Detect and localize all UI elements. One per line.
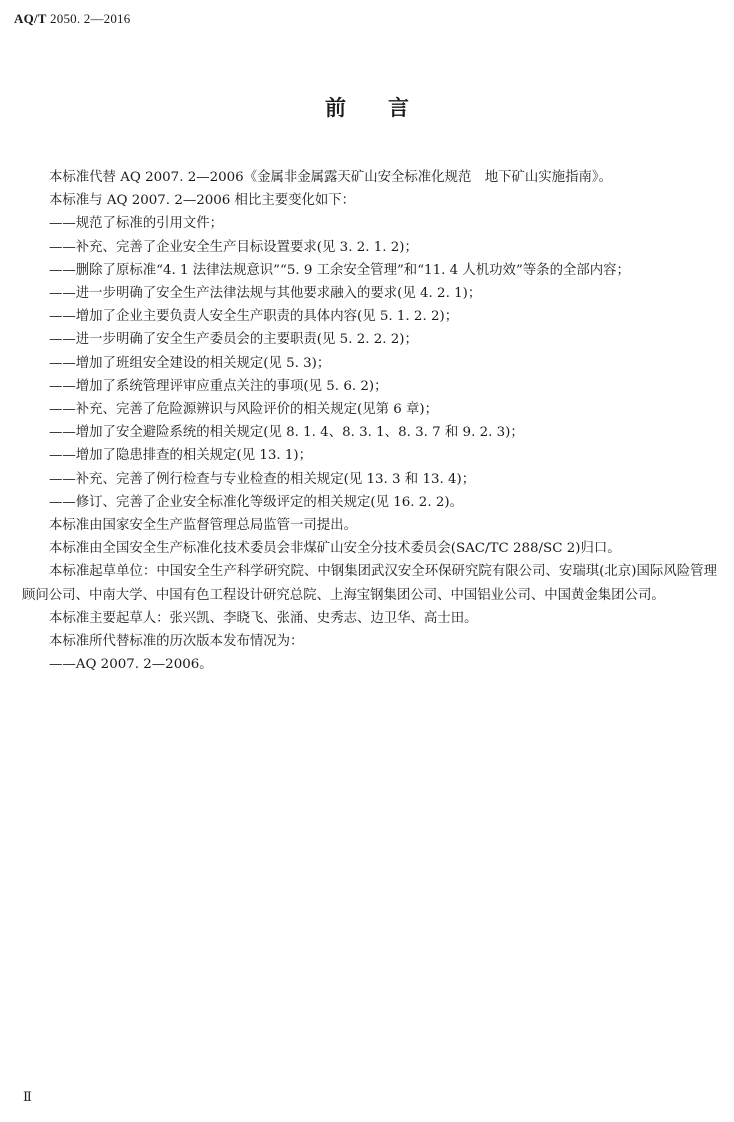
list-item: ——增加了班组安全建设的相关规定(见 5. 3)； [49,355,331,371]
page-header [14,11,130,27]
list-item: ——删除了原标准“4. 1 法律法规意识”“5. 9 工余安全管理”和“11. 4 人机功效”等条的全部内容； [49,262,630,278]
list-item: ——修订、完善了企业安全标准化等级评定的相关规定(见 16. 2. 2)。 [49,494,463,510]
paragraph: 本标准由国家安全生产监督管理总局监管一司提出。 [49,518,357,534]
list-item: ——规范了标准的引用文件； [49,216,224,232]
list-item: ——补充、完善了危险源辨识与风险评价的相关规定(见第 6 章)； [49,402,439,418]
list-item: ——增加了安全避险系统的相关规定(见 8. 1. 4、8. 3. 1、8. 3. 7 和 9. 2. 3)； [49,425,524,441]
list-item: ——增加了隐患排查的相关规定(见 13. 1)； [49,448,313,464]
paragraph: 本标准与 AQ 2007. 2—2006 相比主要变化如下： [49,193,356,209]
foreword-body [22,166,717,676]
paragraph: 本标准所代替标准的历次版本发布情况为： [49,634,304,650]
paragraph: 本标准起草单位：中国安全生产科学研究院、中钢集团武汉安全环保研究院有限公司、安瑞琪(北京)国际风险管理顾问公司、中南大学、中国有色工程设计研究总院、上海宝钢集团公司、中国铝业公司、中国黄金集团公司。 [22,564,717,603]
standard-code: AQ/T [14,11,47,26]
list-item: ——补充、完善了企业安全生产目标设置要求(见 3. 2. 1. 2)； [49,239,418,255]
title-char-2: 言 [388,96,409,120]
list-item: ——补充、完善了例行检查与专业检查的相关规定(见 13. 3 和 13. 4)； [49,471,476,487]
standard-number: 2050. 2—2016 [50,11,131,26]
title-char-1: 前 [325,96,346,120]
list-item: ——增加了企业主要负责人安全生产职责的具体内容(见 5. 1. 2. 2)； [49,309,459,325]
page-title [0,92,734,122]
list-item: ——增加了系统管理评审应重点关注的事项(见 5. 6. 2)； [49,378,388,394]
list-item: ——进一步明确了安全生产法律法规与其他要求融入的要求(见 4. 2. 1)； [49,286,482,302]
list-item: ——进一步明确了安全生产委员会的主要职责(见 5. 2. 2. 2)； [49,332,418,348]
paragraph: 本标准由全国安全生产标准化技术委员会非煤矿山安全分技术委员会(SAC/TC 288/SC 2)归口。 [49,541,621,557]
page-number: Ⅱ [23,1089,32,1104]
list-item: ——AQ 2007. 2—2006。 [49,657,213,673]
paragraph: 本标准代替 AQ 2007. 2—2006《金属非金属露天矿山安全标准化规范 地下矿山实施指南》。 [49,170,612,185]
paragraph: 本标准主要起草人：张兴凯、李晓飞、张涌、史秀志、边卫华、高士田。 [49,610,478,626]
